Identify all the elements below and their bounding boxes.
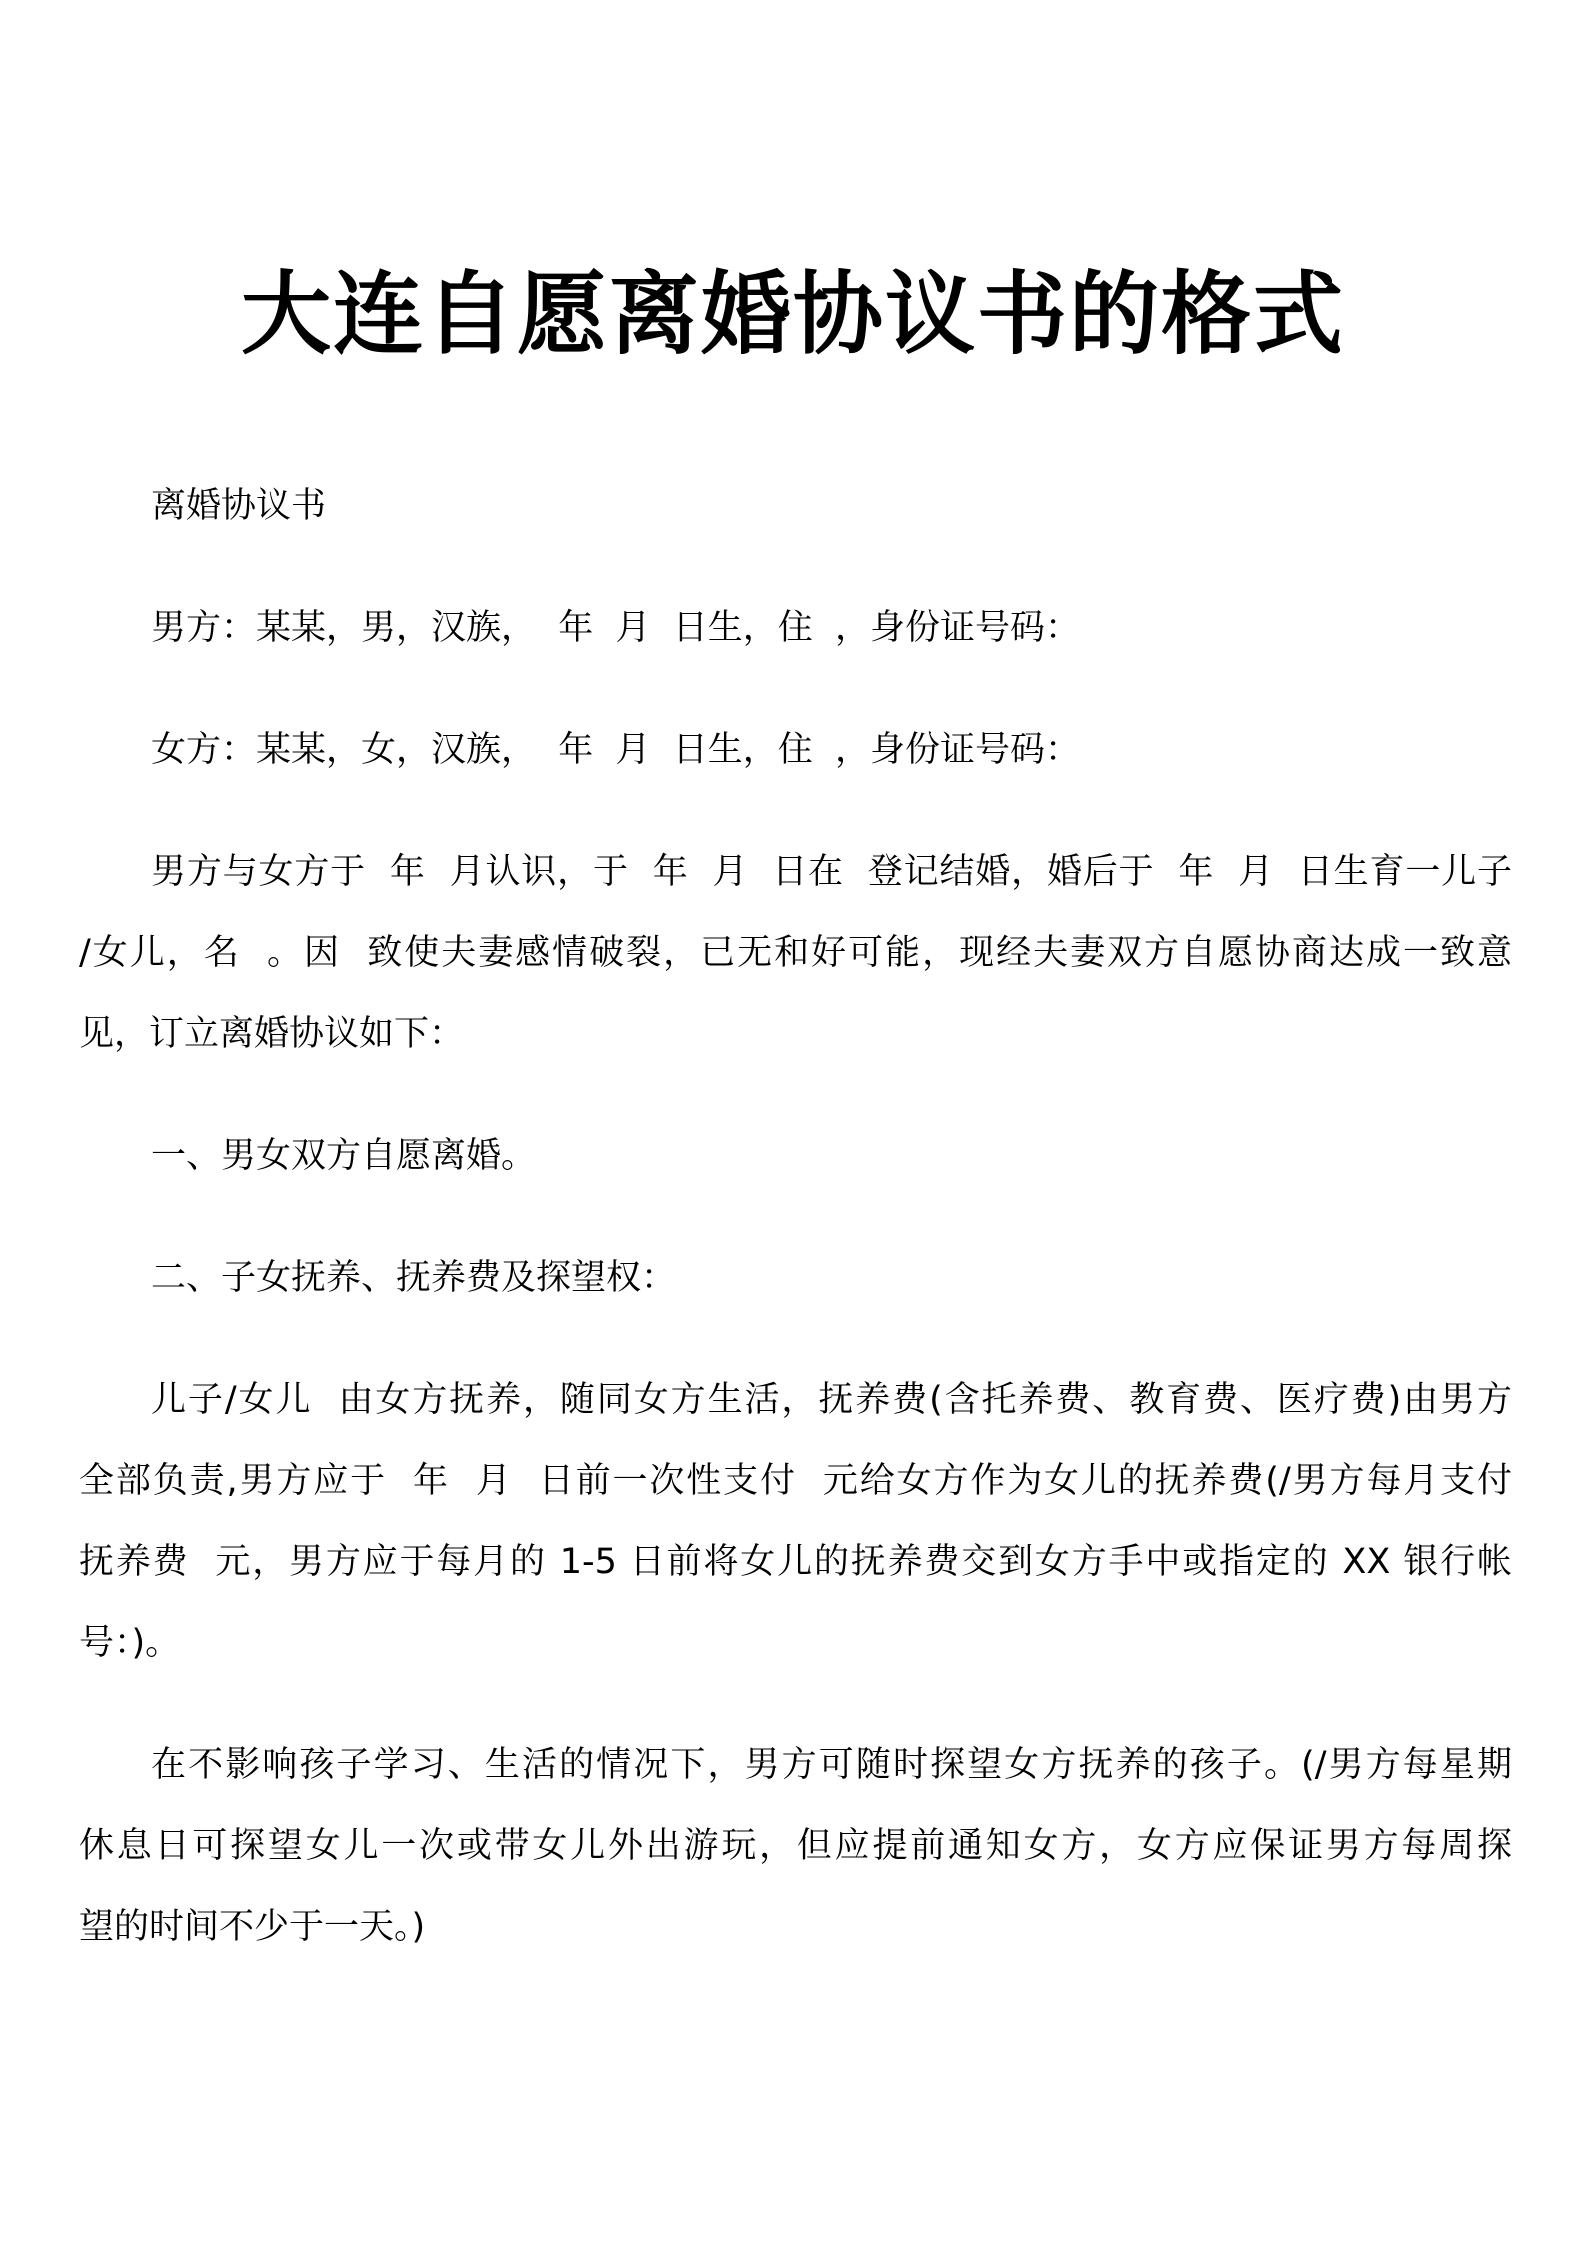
paragraph-line: 离婚协议书	[151, 486, 327, 526]
paragraph-husband-info	[79, 588, 1512, 669]
paragraph-line: 男方：某某，男，汉族， 年 月 日生，住 ，身份证号码：	[151, 608, 1081, 648]
document-title: 大连自愿离婚协议书的格式	[241, 262, 1345, 367]
paragraph-line: 号：)。	[79, 1623, 181, 1663]
paragraph-line: 全部负责,男方应于 年 月 日前一次性支付 元给女方作为女儿的抚养费(/男方每月支付	[79, 1461, 1512, 1501]
paragraph-line: 休息日可探望女儿一次或带女儿外出游玩，但应提前通知女方，女方应保证男方每周探	[79, 1826, 1512, 1866]
paragraph-line: 见，订立离婚协议如下：	[79, 1014, 465, 1054]
paragraph-line: 二、子女抚养、抚养费及探望权：	[151, 1258, 677, 1298]
document-body	[79, 466, 1512, 2009]
paragraph-line: 一、男女双方自愿离婚。	[151, 1136, 537, 1176]
paragraph-line: 抚养费 元，男方应于每月的 1-5 日前将女儿的抚养费交到女方手中或指定的 XX 银行帐	[79, 1542, 1512, 1582]
paragraph-line: 望的时间不少于一天。)	[79, 1907, 426, 1947]
paragraph-child-support	[79, 1360, 1512, 1684]
paragraph-clause-1	[79, 1116, 1512, 1197]
paragraph-visitation	[79, 1725, 1512, 1968]
paragraph-line: 在不影响孩子学习、生活的情况下，男方可随时探望女方抚养的孩子。(/男方每星期	[151, 1745, 1512, 1785]
paragraph-line: 儿子/女儿 由女方抚养，随同女方生活，抚养费(含托养费、教育费、医疗费)由男方	[151, 1380, 1512, 1420]
paragraph-wife-info	[79, 710, 1512, 791]
paragraph-clause-2	[79, 1238, 1512, 1319]
paragraph-line: /女儿，名 。因 致使夫妻感情破裂，已无和好可能，现经夫妻双方自愿协商达成一致意	[79, 933, 1512, 973]
paragraph-line: 男方与女方于 年 月认识，于 年 月 日在 登记结婚，婚后于 年 月 日生育一儿子	[151, 852, 1512, 892]
paragraph-heading	[79, 466, 1512, 547]
paragraph-background	[79, 832, 1512, 1075]
paragraph-line: 女方：某某，女，汉族， 年 月 日生，住 ，身份证号码：	[151, 730, 1081, 770]
